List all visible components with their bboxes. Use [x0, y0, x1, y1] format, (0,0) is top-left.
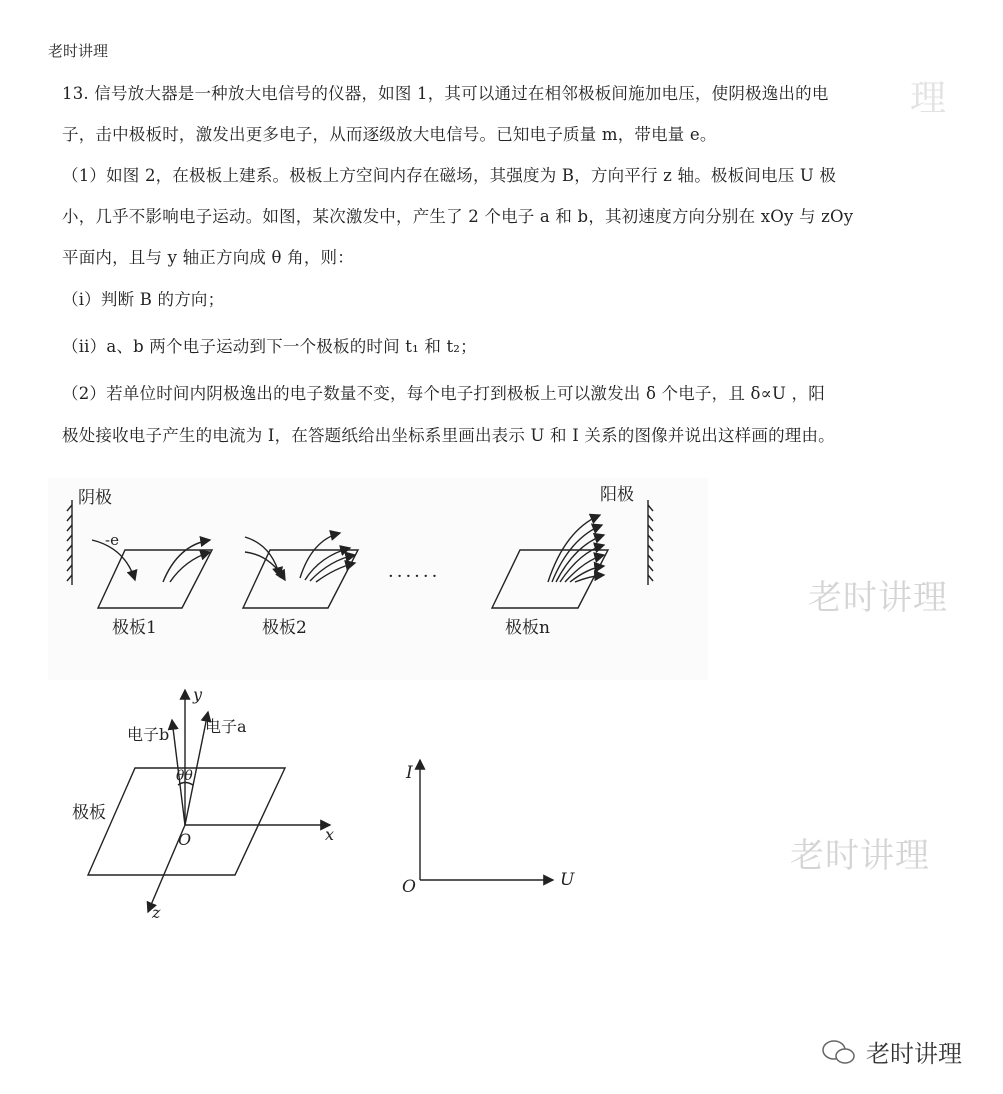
watermark: 老时讲理: [790, 836, 930, 876]
problem-line: （i）判断 B 的方向；: [62, 290, 225, 309]
x-axis-label: x: [325, 825, 335, 844]
ellipsis: ······: [388, 566, 441, 587]
watermark: 老时讲理: [808, 578, 948, 618]
problem-line: 极处接收电子产生的电流为 I，在答题纸给出坐标系里画出表示 U 和 I 关系的图像并说出这样画的理由。: [62, 426, 835, 445]
graph-origin-label: O: [402, 877, 416, 897]
origin-label: O: [178, 830, 192, 849]
plate-label: 极板2: [262, 618, 307, 638]
figure1-background: [48, 478, 708, 680]
plate-label: 极板: [72, 803, 106, 823]
electron-b-label: 电子b: [127, 725, 170, 744]
i-axis-label: I: [406, 763, 413, 783]
y-axis-label: y: [193, 685, 203, 704]
wechat-logo: [820, 1034, 962, 1069]
plate-label: 极板1: [112, 618, 157, 638]
cathode-label: 阴极: [78, 488, 112, 508]
u-axis-label: U: [560, 870, 575, 890]
theta-label: θθ: [176, 768, 193, 784]
electron-a-label: 电子a: [205, 717, 247, 736]
problem-line: 13. 信号放大器是一种放大电信号的仪器，如图 1，其可以通过在相邻极板间施加电压，使阴极逸出的电: [62, 84, 829, 103]
watermark: 理: [910, 78, 948, 119]
problem-line: 小，几乎不影响电子运动。如图，某次激发中，产生了 2 个电子 a 和 b，其初速度方向分别在 xOy 与 zOy: [62, 207, 854, 226]
problem-line: 子，击中极板时，激发出更多电子，从而逐级放大电信号。已知电子质量 m，带电量 e。: [62, 125, 717, 144]
z-axis-label: z: [152, 903, 161, 922]
logo-text: 老时讲理: [866, 1040, 962, 1068]
problem-line: （1）如图 2，在极板上建系。极板上方空间内存在磁场，其强度为 B，方向平行 z 轴。极板间电压 U 极: [62, 166, 837, 185]
problem-line: 平面内，且与 y 轴正方向成 θ 角，则：: [62, 248, 354, 267]
wechat-icon: [820, 1037, 858, 1067]
header-label: 老时讲理: [48, 42, 109, 60]
plate: [88, 768, 285, 875]
answer-graph: [420, 760, 553, 880]
problem-line: （2）若单位时间内阴极逸出的电子数量不变，每个电子打到极板上可以激发出 δ 个电子，且 δ∝U ，阳: [62, 384, 825, 403]
electron-label: -e: [105, 531, 119, 549]
anode-label: 阳极: [600, 485, 634, 505]
plate-label: 极板n: [505, 618, 550, 638]
problem-line: （ii）a、b 两个电子运动到下一个极板的时间 t₁ 和 t₂；: [62, 337, 477, 356]
